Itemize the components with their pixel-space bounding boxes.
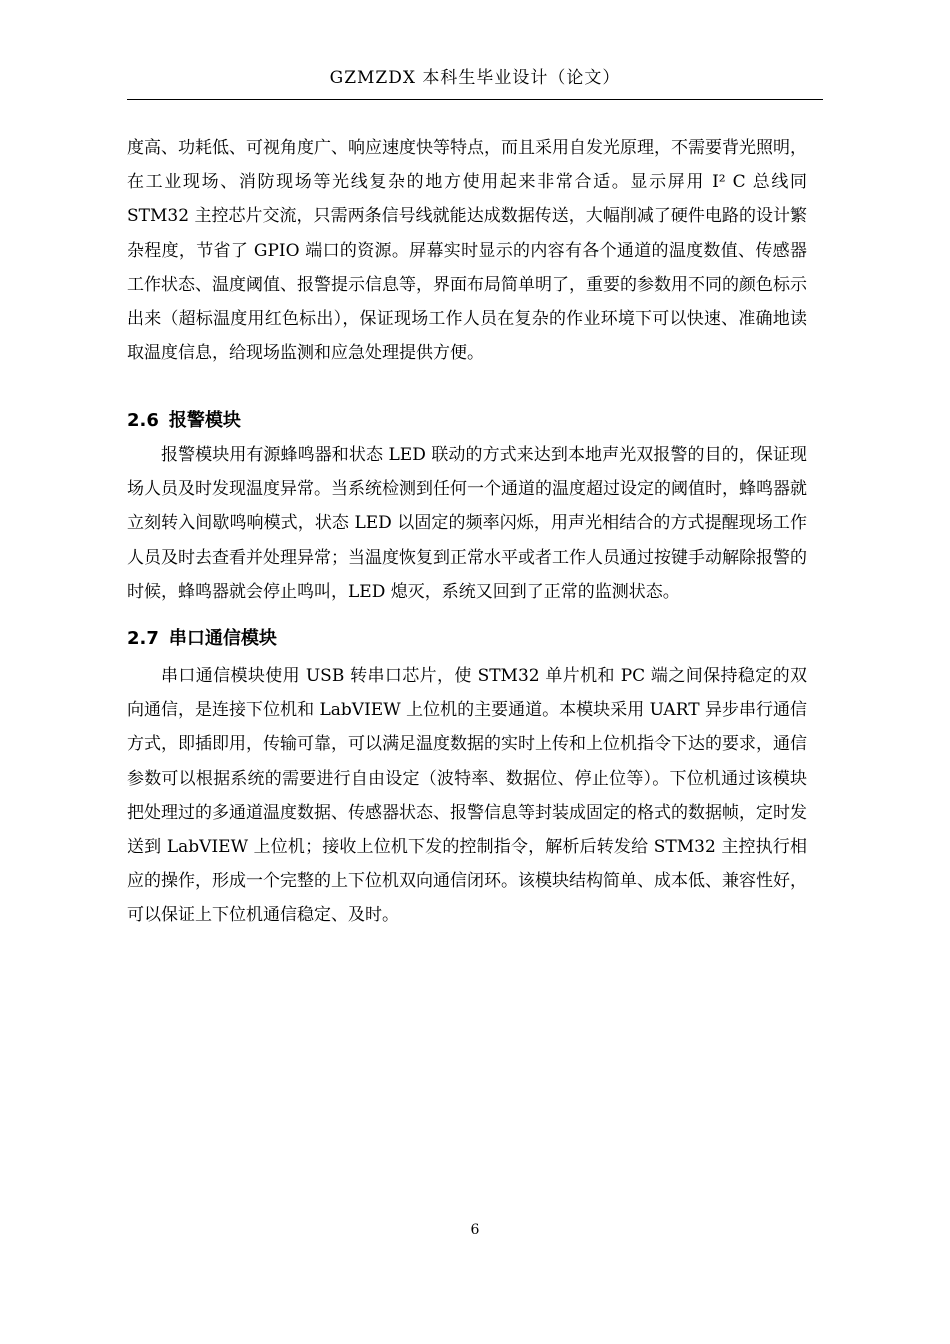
section-number: 2.7 (127, 628, 159, 649)
alarm-paragraph: 报警模块用有源蜂鸣器和状态 LED 联动的方式来达到本地声光双报警的目的，保证现场人员及时发现温度异常。当系统检测到任何一个通道的温度超过设定的阈值时，蜂鸣器就立刻转入间歇鸣响模式，状态 LED 以固定的频率闪烁，用声光相结合的方式提醒现场工作人员及时去查看并处理异常；当温度恢复到正常水平或者工作人员通过按键手动解除报警的时候，蜂鸣器就会停止鸣叫，LED 熄灭，系统又回到了正常的监测状态。 (127, 445, 807, 602)
serial-paragraph: 串口通信模块使用 USB 转串口芯片，使 STM32 单片机和 PC 端之间保持稳定的双向通信，是连接下位机和 LabVIEW 上位机的主要通道。本模块采用 UART 异步串行通信方式，即插即用，传输可靠，可以满足温度数据的实时上传和上位机指令下达的要求，通信参数可以根据系统的需要进行自由设定（波特率、数据位、停止位等）。下位机通过该模块把处理过的多通道温度数据、传感器状态、报警信息等封装成固定的格式的数据帧，定时发送到 LabVIEW 上位机；接收上位机下发的控制指令，解析后转发给 STM32 主控执行相应的操作，形成一个完整的上下位机双向通信闭环。该模块结构简单、成本低、兼容性好，可以保证上下位机通信稳定、及时。 (127, 666, 807, 926)
page-header: GZMZDX 本科生毕业设计（论文） (329, 68, 621, 88)
intro-paragraph: 度高、功耗低、可视角度广、响应速度快等特点，而且采用自发光原理，不需要背光照明，在工业现场、消防现场等光线复杂的地方使用起来非常合适。显示屏用 I² C 总线同 STM32 主控芯片交流，只需两条信号线就能达成数据传送，大幅削减了硬件电路的设计繁杂程度，节省了 GPIO 端口的资源。屏幕实时显示的内容有各个通道的温度数值、传感器工作状态、温度阈值、报警提示信息等，界面布局简单明了，重要的参数用不同的颜色标示出来（超标温度用红色标出），保证现场工作人员在复杂的作业环境下可以快速、准确地读取温度信息，给现场监测和应急处理提供方便。 (127, 138, 807, 364)
serial-section-body (127, 659, 807, 933)
section-title: 串口通信模块 (168, 628, 277, 649)
section-number: 2.6 (127, 410, 159, 431)
section-heading-serial (127, 627, 277, 651)
page-number: 6 (470, 1222, 480, 1238)
alarm-section-body (127, 438, 807, 609)
section-title: 报警模块 (168, 410, 241, 431)
section-heading-alarm (127, 409, 241, 433)
intro-paragraph-block (127, 131, 807, 370)
header-divider (127, 99, 823, 100)
